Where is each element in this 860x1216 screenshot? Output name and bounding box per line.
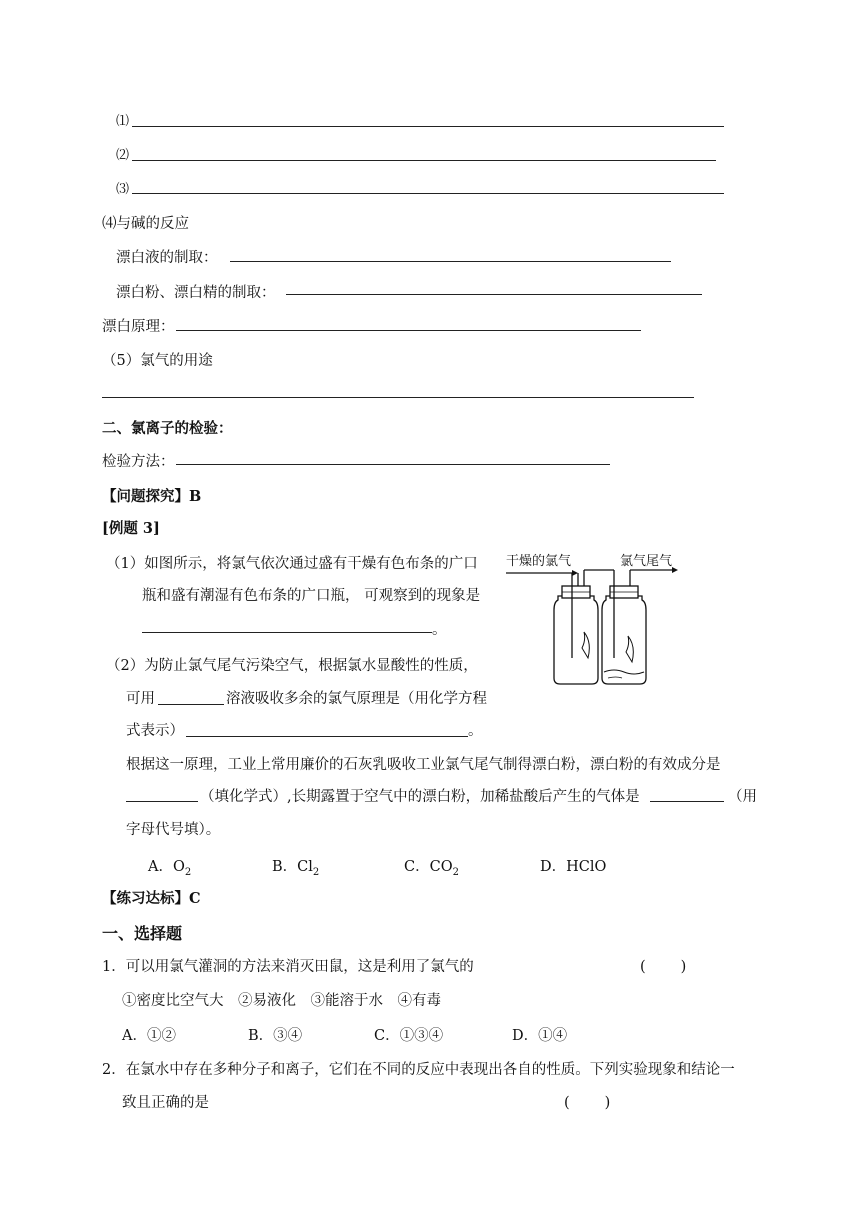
- practice-q1-option-a[interactable]: A．①②: [122, 1028, 176, 1044]
- q2-equation-answer-line[interactable]: [186, 736, 468, 737]
- para-line-1: 根据这一原理，工业上常用廉价的石灰乳吸收工业氯气尾气制得漂白粉，漂白粉的有效成分是: [126, 757, 721, 773]
- bleach-liquid-label: 漂白液的制取：: [116, 250, 218, 266]
- figure-label-left: 干燥的氯气: [506, 554, 572, 569]
- option-d[interactable]: D．HClO: [540, 859, 607, 875]
- para-line-2b: （用: [728, 789, 757, 805]
- practice-q1-option-c[interactable]: C．①③④: [374, 1028, 444, 1044]
- chlorine-uses-label: （5）氯气的用途: [102, 353, 213, 369]
- practice-q1: 1．可以用氯气灌洞的方法来消灭田鼠，这是利用了氯气的: [102, 959, 474, 975]
- q2-line-2a: 可用: [126, 691, 155, 707]
- item-4-heading: ⑷与碱的反应: [102, 216, 189, 232]
- para-line-3: 字母代号填）。: [126, 822, 221, 838]
- apparatus-figure: [500, 548, 700, 688]
- test-method-answer-line[interactable]: [176, 464, 610, 465]
- practice-q1-option-b[interactable]: B．③④: [248, 1028, 303, 1044]
- section-2-title: 二、氯离子的检验：: [102, 420, 233, 437]
- figure-label-right: 氯气尾气: [620, 554, 673, 569]
- item-2-label: ⑵: [116, 148, 130, 163]
- bleach-powder-label: 漂白粉、漂白精的制取：: [116, 285, 276, 301]
- item-3-label: ⑶: [116, 182, 130, 197]
- bleach-powder-answer-line[interactable]: [286, 294, 702, 295]
- example-label: [例题 3]: [102, 520, 160, 537]
- chlorine-uses-answer-line[interactable]: [102, 397, 694, 398]
- q2-line-3a: 式表示）: [126, 723, 184, 739]
- para-line-2a: （填化学式）,长期露置于空气中的漂白粉，加稀盐酸后产生的气体是: [200, 789, 640, 805]
- practice-q2-line-1: 2．在氯水中存在多种分子和离子，它们在不同的反应中表现出各自的性质。下列实验现象和结论一: [102, 1062, 735, 1078]
- practice-q2-answer-paren[interactable]: ( ): [564, 1095, 613, 1111]
- practice-q1-statements: ①密度比空气大 ②易液化 ③能溶于水 ④有毒: [122, 993, 441, 1009]
- bleach-liquid-answer-line[interactable]: [230, 261, 671, 262]
- para-gas-answer-line[interactable]: [650, 801, 724, 802]
- bleach-principle-label: 漂白原理：: [102, 319, 175, 335]
- bleach-principle-answer-line[interactable]: [176, 330, 641, 331]
- practice-heading: 【练习达标】C: [102, 890, 201, 907]
- item-3-answer-line[interactable]: [132, 193, 724, 194]
- q1-line-1: （1）如图所示，将氯气依次通过盛有干燥有色布条的广口: [106, 556, 478, 572]
- option-b[interactable]: B．$Cl_2$: [272, 859, 320, 878]
- item-1-label: ⑴: [116, 114, 130, 129]
- section-choice-title: 一、选择题: [102, 924, 183, 943]
- q2-line-3b: 。: [468, 723, 483, 739]
- option-c[interactable]: C．$CO_2$: [404, 859, 459, 878]
- q2-line-2b: 溶液吸收多余的氯气原理是（用化学方程: [226, 691, 487, 707]
- inquiry-heading: 【问题探究】B: [102, 488, 202, 505]
- q2-line-1: （2）为防止氯气尾气污染空气，根据氯水显酸性的性质，: [106, 658, 478, 674]
- apparatus-drawing: [500, 548, 700, 688]
- practice-q2-line-2: 致且正确的是: [122, 1095, 209, 1111]
- q2-solution-answer-line[interactable]: [158, 704, 224, 705]
- q1-answer-line[interactable]: [142, 632, 432, 633]
- para-formula-answer-line[interactable]: [126, 801, 198, 802]
- practice-q1-option-d[interactable]: D．①④: [512, 1028, 568, 1044]
- q1-line-2: 瓶和盛有潮湿有色布条的广口瓶， 可观察到的现象是: [142, 588, 481, 604]
- test-method-label: 检验方法：: [102, 454, 175, 470]
- q1-period: 。: [432, 622, 447, 638]
- item-1-answer-line[interactable]: [132, 126, 724, 127]
- practice-q1-answer-paren[interactable]: ( ): [640, 959, 689, 975]
- option-a[interactable]: A．$O_2$: [148, 859, 192, 878]
- item-2-answer-line[interactable]: [132, 160, 716, 161]
